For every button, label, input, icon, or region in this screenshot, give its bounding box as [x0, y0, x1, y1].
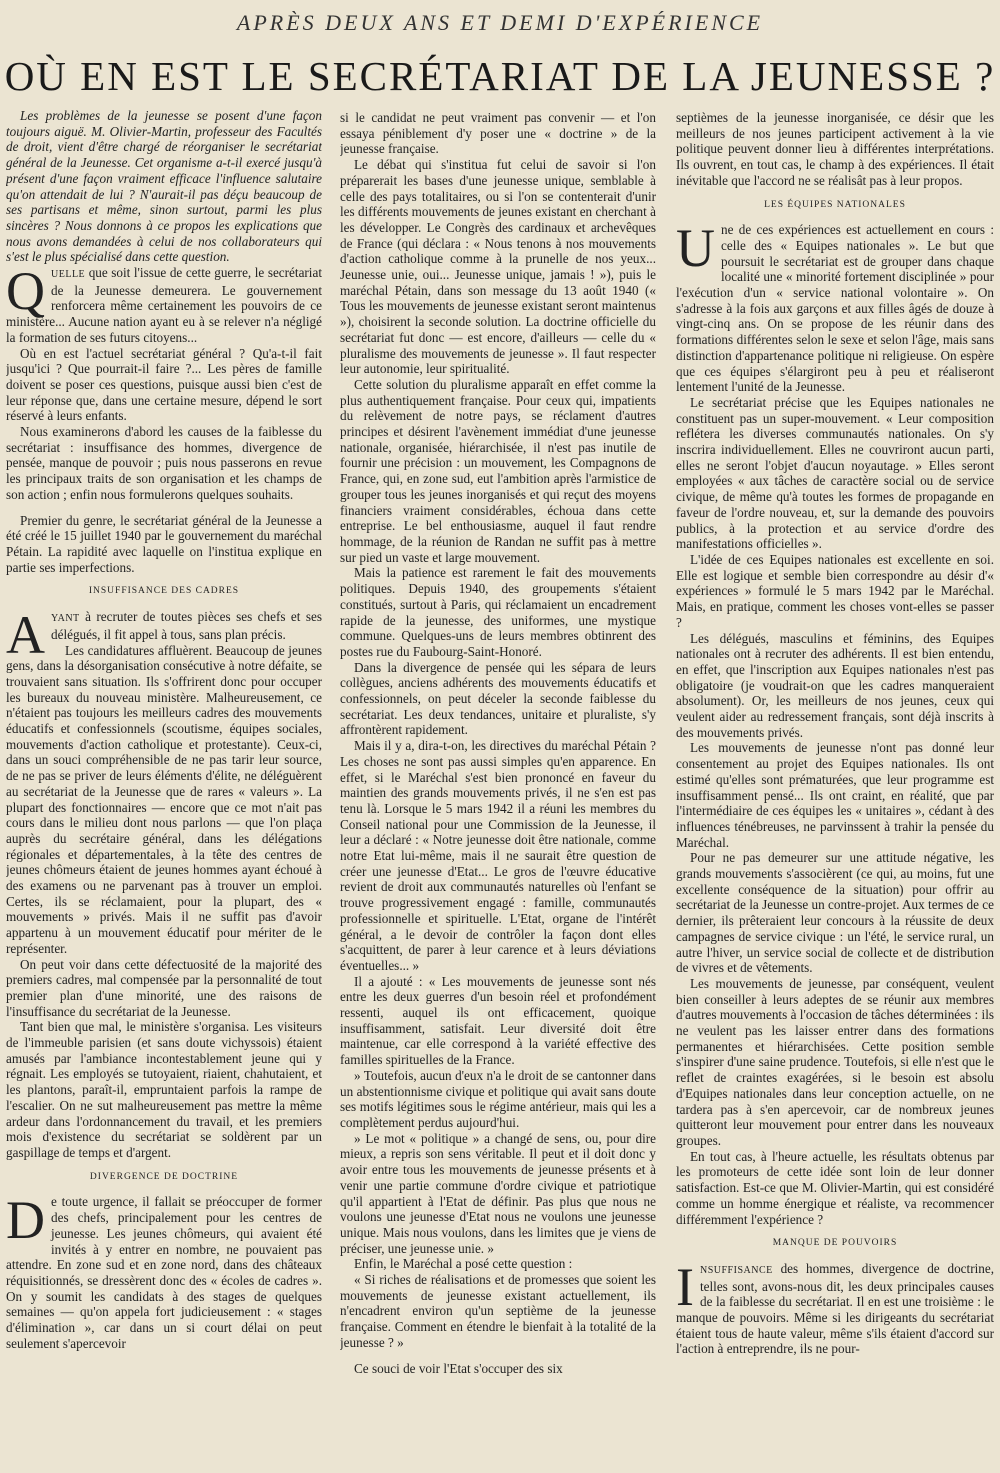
paragraph: » Le mot « politique » a changé de sens, ou, pour dire mieux, a repris son sens véritable. Il peut et il doit donc y avoir entre tous les mouvements de jeunesse présents et à venir une partie commune d'ordre civique et patriotique qu'il appartient à l'Etat de définir. Pas plus que nous ne voulons une jeunesse d'Etat nous ne voulons une jeunesse unique. Mais nous voulons, dans les limites que je viens de préciser, une jeunesse unie. »: [340, 1130, 656, 1256]
paragraph: « Si riches de réalisations et de promesses que soient les mouvements de jeunesse existant actuellement, ils n'encadrent environ qu'un septième de la jeunesse française. Comment en étendre le bienfait à la totalité de la jeunesse ? »: [340, 1272, 656, 1350]
paragraph-text: e toute urgence, il fallait se préoccuper de former des chefs, principalement pour les centres de jeunesse. Les jeunes chômeurs, qui avaient été invités à y entrer en nombre, ne pouvaient pas attendre. En zone sud et en zone nord, dans des châteaux réquisitionnés, se dressèrent donc des « écoles de cadres ». On y soumit les candidats à des stages de quelques semaines — qu'on appela fort judicieusement : « stages d'élimination », car dans un si court délai on peut seulement s'apercevoir: [6, 1194, 322, 1351]
column-1: [6, 108, 322, 1465]
section-heading: DIVERGENCE DE DOCTRINE: [89, 1171, 239, 1182]
drop-cap: D: [6, 1190, 45, 1251]
paragraph: Les délégués, masculins et féminins, des Equipes nationales ont à recruter des adhérents. Il est bien entendu, en effet, que l'inscription aux Equipes nationales n'est pas obligatoire (je voudrait-on que les cadres manqueraient absolument). Or, les meilleurs de nos jeunes, ceux qui veulent aider au redressement français, sont déjà inscrits à des mouvements privés.: [676, 630, 994, 740]
paragraph: » Toutefois, aucun d'eux n'a le droit de se cantonner dans un abstentionnisme civique et politique qui avait sans doute ses motifs légitimes sous le régime antérieur, mais qui les a complètement perdus aujourd'hui.: [340, 1067, 656, 1130]
drop-cap: A: [6, 605, 45, 666]
paragraph: Les mouvements de jeunesse n'ont pas donné leur consentement au projet des Equipes nationales. Ils ont estimé qu'elles sont prématurées, que leur programme est insuffisamment pensé... Ils ont craint, en réalité, que par l'intermédiaire de ces équipes les « unitaires », cédant à des influences ténébreuses, ne parvinssent à trahir la pensée du Maréchal.: [676, 740, 994, 850]
paragraph: Les mouvements de jeunesse, par conséquent, veulent bien conseiller à leurs adeptes de se réunir aux membres d'autres mouvements à l'occasion de tâches déterminées : ils ne veulent pas les laisser entrer dans des formations permanentes et hiérarchisées. Cette position semble s'inspirer d'une saine prudence. Toutefois, si elle n'est que le reflet de craintes exagérées, si le besoin est absolu d'Equipes nationales dans leur conception actuelle, on ne tardera pas à s'en apercevoir, car de nombreux jeunes quitteront leur mouvement pour entrer dans les nouveaux groupes.: [676, 975, 994, 1148]
small-caps: YANT: [51, 613, 80, 625]
paragraph: Dans la divergence de pensée qui les sépara de leurs collègues, anciens adhérents des mouvements éducatifs et confessionnels, on peut déceler la seconde faiblesse du secrétariat. Les deux tendances, unitaire et pluraliste, s'y affrontèrent rapidement.: [340, 659, 656, 738]
section-heading: MANQUE DE POUVOIRS: [772, 1238, 898, 1249]
paragraph: Enfin, le Maréchal a posé cette question :: [354, 1256, 573, 1272]
paragraph: L'idée de ces Equipes nationales est excellente en soi. Elle est logique et semble bien correspondre au désir d'« expériences » formulé le 5 mars 1942 par le Maréchal. Mais, en pratique, comment les choses vont-elles se passer ?: [676, 551, 994, 630]
small-caps: NSUFFISANCE: [699, 1264, 773, 1276]
paragraph: Les candidatures affluèrent. Beaucoup de jeunes gens, dans la désorganisation consécutive à notre défaite, se trouvaient sans situation. Ils s'offrirent donc pour occuper les bureaux du nouveau ministère. Malheureusement, ce n'étaient pas toujours les meilleurs cadres des mouvements éducatifs et confessionnels (scoutisme, équipes sociales, mouvements d'action catholique et protestante). Ceux-ci, dans un souci compréhensible de ne pas tarir leur source, de ne pas se priver de leurs éléments d'élite, ne déléguèrent au secrétariat de la Jeunesse que de rares « valeurs ». La plupart des fonctionnaires — encore que ce mot n'ait pas cours dans le milieu dont nous parlons — que l'on plaça auprès du secrétaire général, dans les délégations régionales et départementales, à la tête des centres de jeunes chômeurs étaient de jeunes hommes ayant échoué à des examens ou ne parvenant pas à trouver un emploi. Certes, ils se réclamaient, pour la plupart, des « mouvements » privés. Mais il ne suffit pas d'avoir appartenu à un mouvement éducatif pour mériter de le représenter.: [6, 642, 322, 956]
paragraph: Premier du genre, le secrétariat général de la Jeunesse a été créé le 15 juillet 1940 par le gouvernement du maréchal Pétain. La rapidité avec laquelle on l'institua explique en partie ses imperfections.: [6, 512, 322, 575]
column-3: [676, 110, 994, 1465]
intro-paragraph: Les problèmes de la jeunesse se posent d'une façon toujours aiguë. M. Olivier-Martin, professeur des Facultés de droit, vient d'être chargé de réorganiser le secrétariat général de la Jeunesse. Cet organisme a-t-il exercé jusqu'à présent d'une façon vraiment efficace l'influence salutaire qu'on attendait de lui ? N'aurait-il pas déçu beaucoup de ses partisans et même, sinon surtout, parmi les plus sincères ? Nous donnons à ce propos les explications que nous avons demandées à celui de nos collaborateurs qui s'est le plus spécialisé dans cette question.: [6, 108, 322, 265]
paragraph: si le candidat ne peut vraiment pas convenir — et l'on essaya péniblement d'y poser une « doctrine » de la jeunesse française.: [340, 110, 656, 157]
paragraph-text: que soit l'issue de cette guerre, le secrétariat de la Jeunesse demeurera. Le gouvernement renforcera même certainement les pouvoirs de ce ministère... Aucune nation ayant eu à se relever n'a négligé la formation de ses futurs citoyens...: [6, 265, 322, 345]
column-2: [340, 110, 656, 1465]
small-caps: UELLE: [51, 269, 86, 281]
kicker: APRÈS DEUX ANS ET DEMI D'EXPÉRIENCE: [236, 10, 764, 35]
paragraph: Cette solution du pluralisme apparaît en effet comme la plus authentiquement française. Pour ceux qui, impatients du relèvement de notre pays, se réclament d'autres principes et désirent l'avènement immédiat d'une jeunesse nationale, organisée, hiérarchisée, il n'est pas inutile de fournir une précision : un mouvement, les Compagnons de France, qui, en zone sud, eut l'ambition après l'armistice de grouper tous les jeunes inorganisés et qui reçut des moyens financiers vraiment considérables, échoua dans cette entreprise. Le bel enthousiasme, auquel il faut rendre hommage, de la réunion de Randan ne suffit pas à mettre sur pied un vaste et large mouvement.: [340, 376, 656, 565]
paragraph: [6, 1190, 322, 1351]
headline: OÙ EN EST LE SECRÉTARIAT DE LA JEUNESSE ?: [4, 53, 996, 99]
paragraph: En tout cas, à l'heure actuelle, les résultats obtenus par les promoteurs de cette idée sont loin de leur donner satisfaction. Est-ce que M. Olivier-Martin, qui est considéré comme un homme énergique et réaliste, va recommencer différemment l'expérience ?: [676, 1148, 994, 1227]
paragraph: [676, 218, 994, 395]
section-heading: LES ÉQUIPES NATIONALES: [764, 199, 906, 210]
paragraph: Tant bien que mal, le ministère s'organisa. Les visiteurs de l'immeuble parisien (et sans doute vichyssois) étaient amusés par l'ambiance incontestablement jeune qui y régnait. Les employés se tutoyaient, riaient, chahutaient, et les plantons, paraît-il, empruntaient parfois la rampe de l'escalier. On ne sut malheureusement pas mettre la même ardeur dans l'ordonnancement du travail, et les premiers mois d'existence du secrétariat se soldèrent par un gaspillage de temps et d'argent.: [6, 1019, 322, 1160]
paragraph-text: ne de ces expériences est actuellement en cours : celle des « Equipes nationales ». Le but que poursuit le secrétariat est de grouper dans chaque localité une « minorité fortement disciplinée » pour l'exécution d'un « service national volontaire ». On s'adresse à la fois aux garçons et aux filles âgés de douze à vingt-cinq ans. On se propose de les réunir dans des formations différentes selon le sexe et selon l'âge, mais sans distinction d'appartenance politique ni religieuse. On espère que ces équipes s'élargiront peu à peu et réaliseront lentement l'unité de la Jeunesse.: [676, 222, 994, 395]
paragraph: Le secrétariat précise que les Equipes nationales ne constituent pas un super-mouvement. « Leur composition reflétera les diverses communautés nationales. On s'y inscrira individuellement. Elles ne couvriront aucun parti, elles ne seront l'objet d'aucun noyautage. » Elles seront employées « aux tâches de caractère social ou de service civique, de même qu'à toutes les formes de propagande en faveur de l'ordre nouveau, et, sur la demande des pouvoirs publics, à la protection et au service d'ordre des manifestations officielles ».: [676, 394, 994, 552]
paragraph: Mais il y a, dira-t-on, les directives du maréchal Pétain ? Les choses ne sont pas aussi simples qu'en apparence. En effet, si le Maréchal s'est bien prononcé en faveur du maintien des grands mouvements privés, il ne s'en est pas tenu là. Lorsque le 5 mars 1942 il a réuni les membres du Conseil national pour une Commission de la Jeunesse, il leur a déclaré : « Notre jeunesse doit être nationale, comme notre Etat lui-même, mais il ne saurait être question de créer une jeunesse d'Etat... Le gros de l'œuvre éducative revient de droit aux communautés naturelles où l'enfant se trouve progressivement engagé : famille, communautés professionnelle et spirituelle. L'Etat, organe de l'intérêt général, a le devoir de contrôler la façon dont elles s'acquittent, de parer à leur carence et à leurs déviations éventuelles... »: [340, 738, 656, 973]
paragraph: Où en est l'actuel secrétariat général ? Qu'a-t-il fait jusqu'ici ? Que pourrait-il faire ?... Les pères de famille doivent se poser ces questions, puisque aussi bien c'est de leur réponse que, dans une certaine mesure, dépend le sort réservé à leurs enfants.: [6, 345, 322, 424]
paragraph: Nous examinerons d'abord les causes de la faiblesse du secrétariat : insuffisance des hommes, divergence de pensée, manque de pouvoir ; puis nous passerons en revue les principaux traits de son organisation et les champs de son action ; enfin nous formulerons quelques souhaits.: [6, 424, 322, 502]
paragraph: septièmes de la jeunesse inorganisée, ce désir que les meilleurs de nos jeunes participent activement à la vie politique peuvent donner lieu à différentes interprétations. Ils ouvrent, en tout cas, le champ à des expériences. Il était inévitable que l'accord ne se réalisât pas à leur propos.: [676, 110, 994, 188]
paragraph: Il a ajouté : « Les mouvements de jeunesse sont nés entre les deux guerres d'un besoin réel et profondément ressenti, auquel ils ont efficacement, quoique insuffisamment, satisfait. Leur diversité doit être maintenue, car elle correspond à la variété effective des familles spirituelles de la France.: [340, 973, 656, 1068]
spacer: [6, 503, 322, 513]
paragraph: Le débat qui s'institua fut celui de savoir si l'on préparerait les bases d'une jeunesse unique, semblable à celle des pays totalitaires, ou si l'on se contenterait d'unir les différents mouvements de jeunes existant en cherchant à les développer. Le Congrès des cardinaux et archevêques de France (qui déclara : « Nous tenons à nos mouvements d'action catholique comme à la prunelle de nos yeux... Jeunesse unie, oui... Jeunesse unique, jamais ! »), puis le maréchal Pétain, dans son message du 13 août 1940 (« Tous les mouvements de jeunesse existant seront maintenus »), choisirent la seconde solution. La doctrine officielle du secrétariat fut donc — est encore, d'ailleurs — celle du « pluralisme des mouvements de jeunesse ». Il faut respecter leur autonomie, leur spiritualité.: [340, 157, 656, 377]
spacer: [340, 1351, 656, 1361]
paragraph: On peut voir dans cette défectuosité de la majorité des premiers cadres, mal compensée par la personnalité de tout premier plan d'une minorité, une des raisons de l'insuffisance du secrétariat de la Jeunesse.: [6, 956, 322, 1019]
paragraph: Mais la patience est rarement le fait des mouvements politiques. Depuis 1940, des groupements s'étaient constitués, surtout à Paris, qui réclamaient un encadrement rapide de la jeunesse, des uniformes, une mystique commune. Quelques-uns de leurs membres obtinrent des postes rue du Faubourg-Saint-Honoré.: [340, 565, 656, 659]
section-heading: INSUFFISANCE DES CADRES: [88, 586, 240, 597]
paragraph: Ce souci de voir l'Etat s'occuper des six: [354, 1360, 563, 1376]
drop-cap: Q: [6, 261, 45, 322]
paragraph: [6, 605, 322, 666]
paragraph-text: des hommes, divergence de doctrine, telles sont, avons-nous dit, les deux principales causes de la faiblesse du secrétariat. Il en est une troisième : le manque de pouvoirs. Même si les dirigeants du secrétariat étaient tous de haute valeur, même s'ils étaient d'accord sur l'action à entreprendre, ils ne pour-: [676, 1260, 994, 1357]
paragraph: [6, 261, 322, 346]
paragraph: [676, 1256, 994, 1357]
drop-cap: I: [676, 1256, 694, 1317]
paragraph-text: à recruter de toutes pièces ses chefs et ses délégués, il fit appel à tous, sans plan précis.: [51, 609, 322, 642]
drop-cap: U: [676, 218, 715, 279]
paragraph: Pour ne pas demeurer sur une attitude négative, les grands mouvements s'associèrent (ce qui, au moins, fut une excellente conséquence de la situation) pour offrir au secrétariat de la Jeunesse un contre-projet. Aux termes de ce dernier, ils prêteraient leur concours à la réussite de deux campagnes de service civique : un l'été, le service rural, un autre l'hiver, un service social de collecte et de distribution de vivres et de vêtements.: [676, 850, 994, 976]
